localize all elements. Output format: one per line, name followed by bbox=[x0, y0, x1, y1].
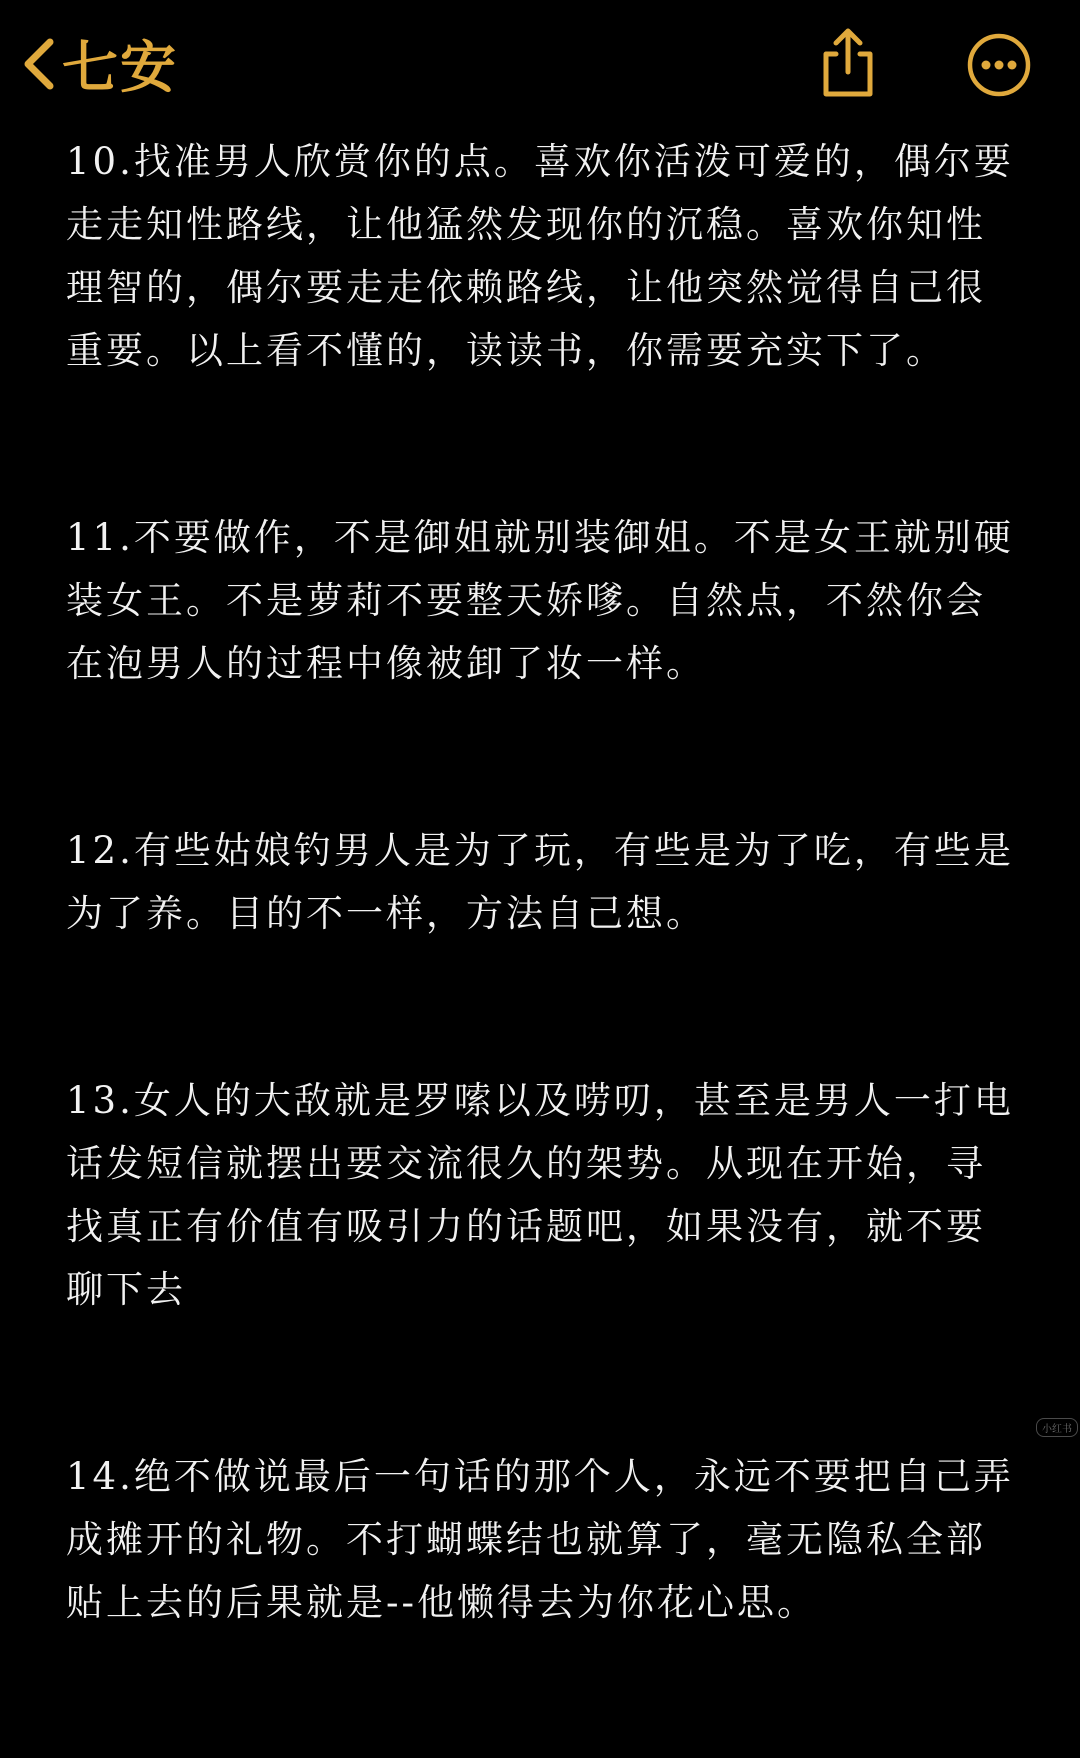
paragraph-11: 11.不要做作，不是御姐就别装御姐。不是女王就别硬装女王。不是萝莉不要整天娇嗲。自然点，不然你会在泡男人的过程中像被卸了妆一样。 bbox=[66, 516, 1014, 685]
paragraph-13: 13.女人的大敌就是罗嗦以及唠叨，甚至是男人一打电话发短信就摆出要交流很久的架势。从现在开始，寻找真正有价值有吸引力的话题吧，如果没有，就不要聊下去 bbox=[66, 1079, 1014, 1311]
share-button[interactable] bbox=[812, 26, 884, 100]
back-button[interactable] bbox=[20, 28, 178, 100]
paragraph-12: 12.有些姑娘钓男人是为了玩，有些是为了吃，有些是为了养。目的不一样，方法自己想。 bbox=[66, 829, 1014, 935]
share-icon bbox=[812, 85, 884, 104]
chevron-left-icon bbox=[20, 36, 56, 92]
more-icon bbox=[966, 83, 1032, 102]
paragraph-10: 10.找准男人欣赏你的点。喜欢你活泼可爱的，偶尔要走走知性路线，让他猛然发现你的沉稳。喜欢你知性理智的，偶尔要走走依赖路线，让他突然觉得自己很重要。以上看不懂的，读读书，你需要充实下了。 bbox=[66, 140, 1014, 372]
watermark: 小红书 bbox=[1036, 1418, 1078, 1437]
note-content bbox=[66, 130, 1016, 1758]
paragraph-14: 14.绝不做说最后一句话的那个人，永远不要把自己弄成摊开的礼物。不打蝴蝶结也就算了，毫无隐私全部贴上去的后果就是--他懒得去为你花心思。 bbox=[66, 1455, 1014, 1624]
back-label: 七安 bbox=[62, 36, 178, 101]
navigation-bar bbox=[0, 0, 1080, 130]
more-button[interactable] bbox=[966, 32, 1032, 98]
